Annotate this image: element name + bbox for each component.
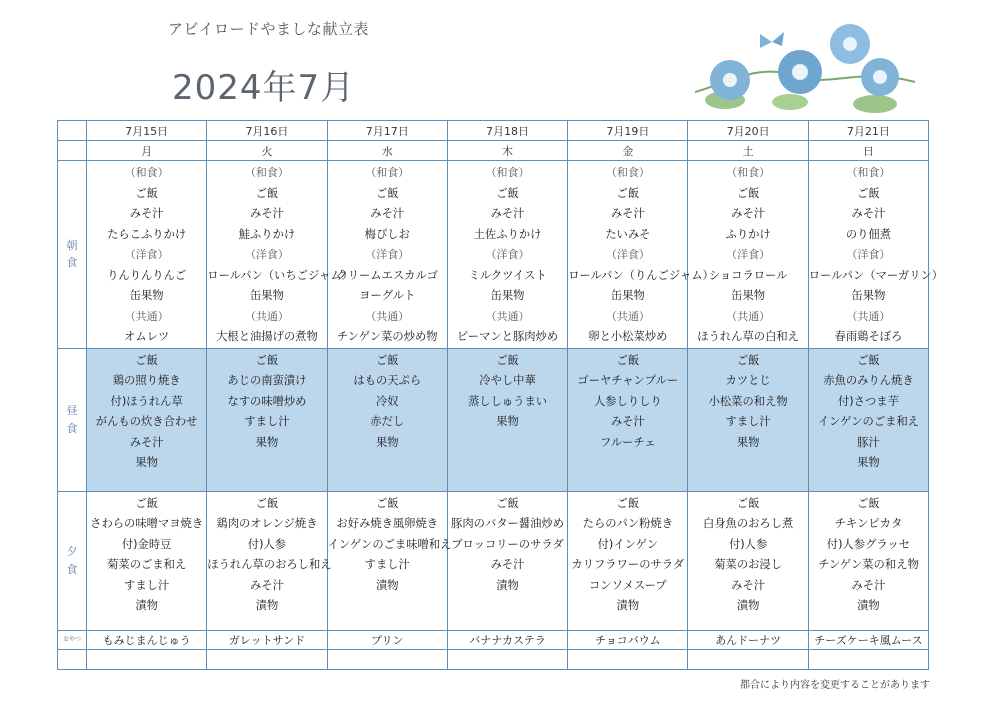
breakfast-item: （共通）: [726, 309, 771, 323]
breakfast-item: 梅ぴしお: [364, 227, 410, 241]
dinner-item: 漬物: [616, 599, 640, 612]
dinner-item: ご飯: [857, 496, 880, 510]
dinner-item: すまし汁: [364, 558, 410, 571]
breakfast-item: のり佃煮: [845, 227, 892, 241]
breakfast-item: たいみそ: [605, 227, 651, 241]
breakfast-item: 缶果物: [610, 289, 645, 302]
breakfast-item: みそ汁: [129, 207, 164, 220]
dinner-item: ほうれん草のおろし和え: [207, 558, 332, 571]
lunch-item: 付)さつま芋: [837, 394, 899, 408]
date-header: 7月16日: [207, 121, 327, 141]
dinner-cell: [327, 491, 452, 630]
dinner-item: コンソメスープ: [588, 578, 667, 592]
breakfast-item: （和食）: [124, 166, 169, 179]
dinner-item: 付)人参グラッセ: [826, 537, 911, 551]
breakfast-item: （和食）: [365, 166, 410, 179]
dinner-item: さわらの味噌マヨ焼き: [90, 517, 204, 530]
lunch-item: フルーチェ: [599, 435, 656, 449]
dinner-item: お好み焼き風卵焼き: [336, 517, 439, 530]
breakfast-item: 缶果物: [249, 289, 284, 302]
weekday-header: 日: [808, 141, 928, 161]
dinner-item: 漬物: [857, 599, 880, 612]
breakfast-item: （共通）: [485, 309, 530, 323]
breakfast-item: りんりんりんご: [107, 268, 187, 282]
breakfast-item: ヨーグルト: [359, 289, 416, 302]
lunch-cell: [568, 348, 688, 491]
dinner-item: 付)人参: [247, 537, 287, 551]
lunch-item: すまし汁: [725, 415, 771, 428]
breakfast-item: （和食）: [485, 166, 530, 179]
dinner-item: インゲンのごま味噌和え: [327, 537, 452, 551]
lunch-item: ゴーヤチャンプルー: [577, 374, 679, 387]
dinner-item: ご飯: [736, 496, 760, 510]
lunch-item: ご飯: [255, 353, 279, 367]
dinner-item: みそ汁: [249, 578, 284, 592]
breakfast-cell: [568, 161, 714, 349]
breakfast-item: みそ汁: [731, 207, 766, 220]
lunch-item: がんもの炊き合わせ: [95, 415, 198, 428]
breakfast-item: （共通）: [124, 309, 169, 323]
lunch-item: みそ汁: [610, 415, 645, 428]
breakfast-item: 鮭ふりかけ: [238, 227, 296, 241]
dinner-item: 漬物: [736, 599, 760, 612]
breakfast-cell: [327, 161, 447, 349]
breakfast-cell: [447, 161, 567, 349]
breakfast-item: ショコラロール: [708, 268, 788, 282]
dinner-item: 菊菜のごま和え: [107, 558, 187, 571]
lunch-item: 果物: [255, 435, 279, 449]
lunch-item: ご飯: [496, 353, 519, 367]
breakfast-item: （和食）: [726, 166, 771, 179]
lunch-item: 赤魚のみりん焼き: [823, 374, 914, 387]
breakfast-item: （共通）: [846, 309, 891, 323]
lunch-item: ご飯: [736, 353, 760, 367]
lunch-item: なすの味噌炒め: [227, 394, 307, 408]
lunch-item: 果物: [736, 435, 760, 449]
dinner-item: 漬物: [496, 578, 519, 592]
date-header: 7月20日: [688, 121, 808, 141]
breakfast-cell: [688, 161, 808, 349]
breakfast-item: オムレツ: [124, 330, 170, 343]
breakfast-item: 缶果物: [851, 289, 886, 302]
dinner-item: たらのパン粉焼き: [582, 517, 674, 530]
breakfast-item: （洋食）: [365, 248, 410, 261]
facility-name: アビイロードやましな献立表: [168, 20, 370, 38]
dinner-cell: [688, 491, 808, 630]
dinner-item: みそ汁: [851, 578, 886, 592]
dinner-row: [58, 491, 929, 630]
breakfast-item: たらこふりかけ: [107, 227, 187, 241]
lunch-item: 果物: [496, 415, 519, 428]
breakfast-item: みそ汁: [249, 207, 284, 220]
date-header: 7月18日: [447, 121, 567, 141]
breakfast-item: みそ汁: [370, 207, 405, 220]
breakfast-item: （共通）: [365, 309, 410, 323]
snack-cell: バナナカステラ: [447, 630, 567, 649]
weekday-header: 月: [87, 141, 207, 161]
breakfast-item: ご飯: [616, 186, 640, 200]
breakfast-item: （洋食）: [485, 248, 530, 261]
snack-cell: チョコバウム: [568, 630, 688, 649]
breakfast-item: （和食）: [244, 166, 289, 179]
dinner-item: みそ汁: [731, 578, 766, 592]
breakfast-item: ピーマンと豚肉炒め: [456, 330, 559, 343]
breakfast-item: （共通）: [605, 309, 650, 323]
breakfast-row: [58, 161, 929, 349]
dinner-cell: [87, 491, 207, 630]
lunch-item: ご飯: [375, 353, 399, 367]
lunch-cell: [87, 348, 207, 491]
date-row: [58, 121, 929, 141]
dinner-item: ブロッコリーのサラダ: [451, 537, 564, 551]
breakfast-item: 大根と油揚げの煮物: [216, 330, 318, 343]
dinner-item: 菊菜のお浸し: [714, 558, 783, 571]
breakfast-cell: [808, 161, 944, 349]
breakfast-item: クリームエスカルゴ: [336, 268, 439, 282]
lunch-cell: [447, 348, 567, 491]
dinner-item: ご飯: [616, 496, 640, 510]
date-header: 7月21日: [808, 121, 928, 141]
weekday-header: 木: [447, 141, 567, 161]
lunch-item: 果物: [857, 456, 880, 469]
breakfast-item: ご飯: [255, 186, 279, 200]
breakfast-item: みそ汁: [610, 207, 645, 220]
snack-cell: ガレットサンド: [207, 630, 327, 649]
breakfast-item: （洋食）: [124, 248, 169, 261]
lunch-item: 果物: [135, 456, 158, 469]
breakfast-item: （共通）: [244, 309, 289, 323]
lunch-item: 果物: [375, 435, 399, 449]
lunch-item: すまし汁: [244, 415, 290, 428]
breakfast-item: 土佐ふりかけ: [473, 227, 542, 241]
breakfast-item: みそ汁: [851, 207, 886, 220]
breakfast-item: ふりかけ: [725, 227, 771, 241]
breakfast-item: 缶果物: [490, 289, 525, 302]
lunch-item: 冷やし中華: [479, 374, 536, 387]
snack-cell: もみじまんじゅう: [87, 630, 207, 649]
lunch-item: みそ汁: [129, 435, 164, 449]
breakfast-cell: [207, 161, 353, 349]
breakfast-item: 春雨鶏そぼろ: [834, 330, 903, 343]
lunch-item: ご飯: [857, 353, 880, 367]
dinner-item: チキンピカタ: [834, 517, 903, 530]
lunch-item: ご飯: [616, 353, 640, 367]
lunch-item: 付)ほうれん草: [110, 394, 183, 408]
breakfast-item: ご飯: [375, 186, 399, 200]
lunch-item: 冷奴: [375, 394, 399, 408]
snack-cell: あんドーナツ: [688, 630, 808, 649]
dinner-item: ご飯: [255, 496, 279, 510]
breakfast-item: 缶果物: [731, 289, 766, 302]
dinner-item: ご飯: [496, 496, 519, 510]
breakfast-item: ご飯: [496, 186, 519, 200]
breakfast-item: ロールパン（りんごジャム）: [568, 268, 714, 282]
weekday-row: [58, 141, 929, 161]
lunch-item: ご飯: [135, 353, 158, 367]
dinner-item: 付)インゲン: [597, 537, 659, 551]
lunch-item: 豚汁: [857, 435, 880, 449]
breakfast-item: ロールパン（マーガリン）: [808, 268, 944, 282]
lunch-row: [58, 348, 929, 491]
breakfast-item: みそ汁: [490, 207, 525, 220]
dinner-cell: [568, 491, 688, 630]
morning-glory-flowers-icon: [690, 22, 920, 117]
breakfast-label: 朝 食: [58, 161, 87, 349]
breakfast-item: ミルクツイスト: [468, 268, 547, 282]
breakfast-item: ロールパン（いちごジャム）: [207, 268, 353, 282]
dinner-label: 夕 食: [58, 491, 87, 630]
dinner-item: ご飯: [135, 496, 158, 510]
weekday-header: 火: [207, 141, 327, 161]
dinner-item: ご飯: [375, 496, 399, 510]
weekday-header: 土: [688, 141, 808, 161]
dinner-item: 白身魚のおろし煮: [702, 517, 794, 530]
dinner-cell: [207, 491, 332, 630]
date-header: 7月17日: [327, 121, 447, 141]
breakfast-item: チンゲン菜の炒め物: [336, 330, 438, 343]
dinner-item: 漬物: [255, 599, 279, 612]
lunch-cell: [688, 348, 808, 491]
lunch-item: あじの南蛮漬け: [227, 374, 307, 387]
dinner-cell: [808, 491, 928, 630]
dinner-item: 付)人参: [728, 537, 768, 551]
weekday-header: 金: [568, 141, 688, 161]
breakfast-item: ご飯: [857, 186, 880, 200]
lunch-item: 赤だし: [370, 415, 405, 428]
dinner-item: 漬物: [135, 599, 158, 612]
breakfast-item: （和食）: [605, 166, 650, 179]
lunch-item: 鶏の照り焼き: [112, 374, 181, 387]
lunch-cell: [207, 348, 327, 491]
dinner-item: カリフラワーのサラダ: [571, 558, 685, 571]
dinner-item: 豚肉のバター醤油炒め: [451, 517, 565, 530]
dinner-item: 鶏肉のオレンジ焼き: [216, 517, 318, 530]
snack-cell: プリン: [327, 630, 447, 649]
lunch-item: はもの天ぷら: [353, 374, 422, 387]
snack-label: おやつ: [58, 630, 87, 649]
breakfast-item: （洋食）: [726, 248, 771, 261]
date-header: 7月19日: [568, 121, 688, 141]
change-notice: 都合により内容を変更することがあります: [740, 680, 930, 691]
snack-cell: チーズケーキ風ムース: [808, 630, 928, 649]
breakfast-item: ご飯: [736, 186, 760, 200]
breakfast-item: ご飯: [135, 186, 158, 200]
lunch-item: 蒸ししゅうまい: [467, 394, 548, 408]
lunch-item: カツとじ: [725, 374, 771, 387]
snack-row: [58, 630, 929, 649]
butterfly-icon: [760, 32, 784, 48]
breakfast-item: （和食）: [846, 166, 891, 179]
weekday-header: 水: [327, 141, 447, 161]
breakfast-item: 卵と小松菜炒め: [588, 330, 668, 343]
lunch-cell: [327, 348, 447, 491]
breakfast-item: （洋食）: [244, 248, 289, 261]
dinner-cell: [447, 491, 567, 630]
lunch-item: インゲンのごま和え: [817, 415, 920, 428]
page-title: 2024年7月: [172, 68, 356, 108]
lunch-item: 小松菜の和え物: [708, 394, 788, 408]
date-header: 7月15日: [87, 121, 207, 141]
dinner-item: 漬物: [375, 578, 399, 592]
breakfast-cell: [87, 161, 207, 349]
lunch-item: 人参しりしり: [593, 394, 662, 408]
lunch-cell: [808, 348, 928, 491]
breakfast-item: ほうれん草の白和え: [697, 330, 799, 343]
dinner-item: すまし汁: [124, 578, 170, 592]
menu-table: [57, 120, 944, 670]
lunch-label: 昼 食: [58, 348, 87, 491]
breakfast-item: 缶果物: [129, 289, 164, 302]
dinner-item: みそ汁: [490, 558, 525, 571]
dinner-item: 付)金時豆: [121, 537, 172, 551]
breakfast-item: （洋食）: [846, 248, 891, 261]
breakfast-item: （洋食）: [605, 248, 650, 261]
dinner-item: チンゲン菜の和え物: [818, 558, 919, 571]
blank-row: [58, 649, 929, 669]
